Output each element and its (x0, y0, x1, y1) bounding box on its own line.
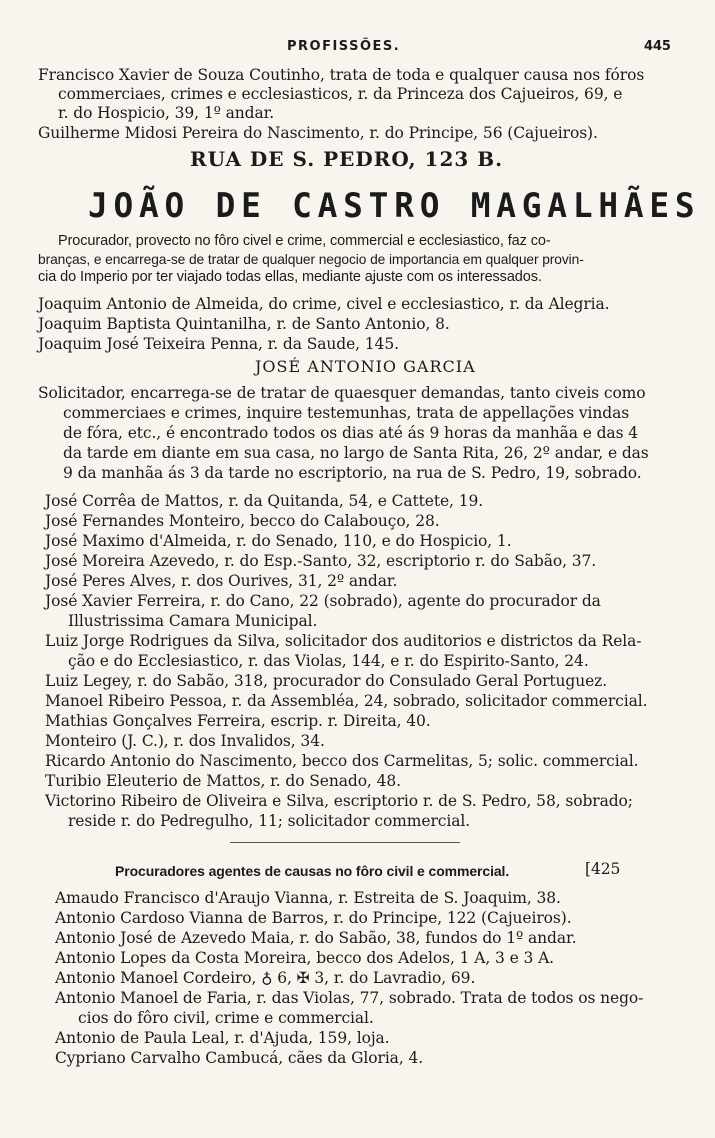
entry-line: Ricardo Antonio do Nascimento, becco dos Carmelitas, 5; solic. commercial. (45, 752, 639, 770)
garcia-text: da tarde em diante em sua casa, no largo de Santa Rita, 26, 2º andar, e das (63, 444, 649, 462)
entry-line: Joaquim Baptista Quintanilha, r. de Santo Antonio, 8. (38, 315, 450, 333)
section-entry: Antonio Manoel Cordeiro, ♁ 6, ✠ 3, r. do Lavradio, 69. (55, 969, 476, 987)
page-number: 445 (644, 39, 671, 54)
entry-line: Illustrissima Camara Municipal. (68, 612, 318, 630)
entry-line: José Peres Alves, r. dos Ourives, 31, 2º andar. (45, 572, 398, 590)
advertisement-text: Procurador, provecto no fôro civel e crime, commercial e ecclesiastico, faz co- (58, 233, 551, 249)
section-entry: Cypriano Carvalho Cambucá, cães da Gloria, 4. (55, 1049, 424, 1067)
entry-line: Luiz Jorge Rodrigues da Silva, solicitador dos auditorios e districtos da Rela- (45, 632, 642, 650)
section-entry: Antonio Manoel de Faria, r. das Violas, 77, sobrado. Trata de todos os nego- (55, 989, 644, 1007)
section-count: [425 (585, 860, 621, 878)
section-entry: cios do fôro civil, crime e commercial. (78, 1009, 374, 1027)
garcia-text: Solicitador, encarrega-se de tratar de quaesquer demandas, tanto civeis como (38, 384, 646, 402)
section-entry: Antonio de Paula Leal, r. d'Ajuda, 159, loja. (55, 1029, 390, 1047)
entry-line: José Xavier Ferreira, r. do Cano, 22 (sobrado), agente do procurador da (45, 592, 601, 610)
entry-line: José Maximo d'Almeida, r. do Senado, 110, e do Hospicio, 1. (45, 532, 512, 550)
advertisement-text: branças, e encarrega-se de tratar de qualquer negocio de importancia em qualquer provin- (38, 252, 584, 267)
entry-line: commerciaes, crimes e ecclesiasticos, r. da Princeza dos Cajueiros, 69, e (58, 85, 623, 103)
entry-line: Joaquim José Teixeira Penna, r. da Saude, 145. (38, 335, 399, 353)
advertisement-text: cia do Imperio por ter viajado todas ellas, mediante ajuste com os interessados. (38, 269, 542, 285)
advertisement-street: RUA DE S. PEDRO, 123 B. (190, 147, 504, 171)
entry-line: r. do Hospicio, 39, 1º andar. (58, 104, 275, 122)
entry-line: Manoel Ribeiro Pessoa, r. da Assembléa, 24, sobrado, solicitador commercial. (45, 692, 648, 710)
entry-line: ção e do Ecclesiastico, r. das Violas, 144, e r. do Espirito-Santo, 24. (68, 652, 589, 670)
section-entry: Amaudo Francisco d'Araujo Vianna, r. Estreita de S. Joaquim, 38. (55, 889, 561, 907)
section-divider (230, 842, 460, 843)
entry-line: José Corrêa de Mattos, r. da Quitanda, 54, e Cattete, 19. (45, 492, 484, 510)
entry-line: Mathias Gonçalves Ferreira, escrip. r. Direita, 40. (45, 712, 431, 730)
section-entry: Antonio José de Azevedo Maia, r. do Sabão, 38, fundos do 1º andar. (55, 929, 577, 947)
entry-line: Francisco Xavier de Souza Coutinho, trata de toda e qualquer causa nos fóros (38, 66, 645, 84)
section-entry: Antonio Lopes da Costa Moreira, becco dos Adelos, 1 A, 3 e 3 A. (55, 949, 554, 967)
entry-line: Victorino Ribeiro de Oliveira e Silva, escriptorio r. de S. Pedro, 58, sobrado; (45, 792, 633, 810)
garcia-text: commerciaes e crimes, inquire testemunhas, trata de appellações vindas (63, 404, 630, 422)
entry-line: Monteiro (J. C.), r. dos Invalidos, 34. (45, 732, 325, 750)
advertisement-name: JOÃO DE CASTRO MAGALHÃES (88, 186, 701, 226)
section-entry: Antonio Cardoso Vianna de Barros, r. do Principe, 122 (Cajueiros). (55, 909, 572, 927)
entry-line: reside r. do Pedregulho, 11; solicitador commercial. (68, 812, 471, 830)
entry-line: Joaquim Antonio de Almeida, do crime, civel e ecclesiastico, r. da Alegria. (38, 295, 610, 313)
entry-line: José Fernandes Monteiro, becco do Calabouço, 28. (45, 512, 440, 530)
entry-line: Luiz Legey, r. do Sabão, 318, procurador do Consulado Geral Portuguez. (45, 672, 608, 690)
section-title: Procuradores agentes de causas no fôro civil e commercial. (115, 863, 510, 879)
garcia-text: 9 da manhãa ás 3 da tarde no escriptorio, na rua de S. Pedro, 19, sobrado. (63, 464, 642, 482)
entry-line: Guilherme Midosi Pereira do Nascimento, r. do Principe, 56 (Cajueiros). (38, 124, 598, 142)
garcia-text: de fóra, etc., é encontrado todos os dias até ás 9 horas da manhãa e das 4 (63, 424, 639, 442)
running-head: PROFISSÕES. (287, 39, 401, 54)
entry-line: Turibio Eleuterio de Mattos, r. do Senado, 48. (45, 772, 401, 790)
garcia-name: JOSÉ ANTONIO GARCIA (255, 357, 476, 376)
entry-line: José Moreira Azevedo, r. do Esp.-Santo, 32, escriptorio r. do Sabão, 37. (45, 552, 597, 570)
